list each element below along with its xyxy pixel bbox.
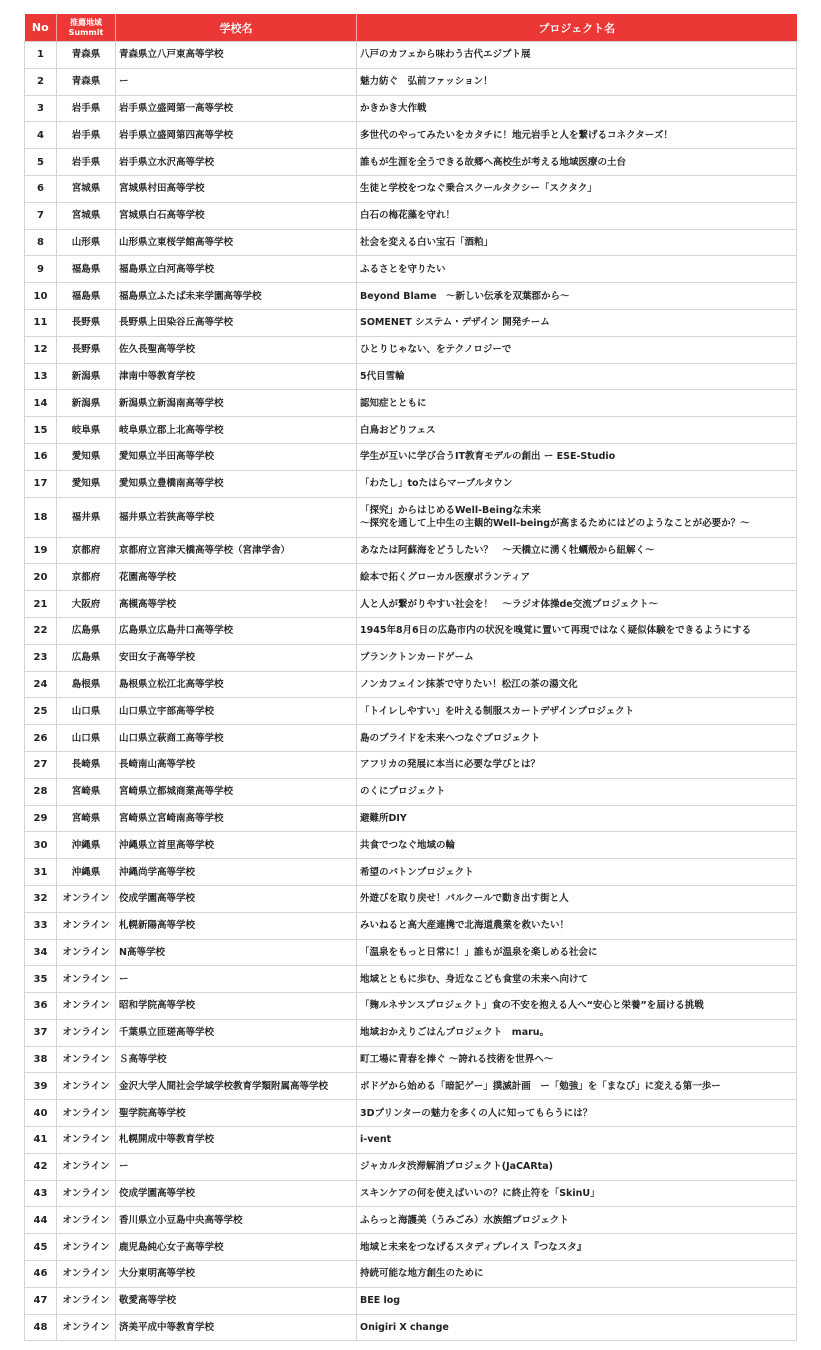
row-number: 37 [25, 1019, 57, 1046]
project-name-line: みいねると高大産連携で北海道農業を救いたい！ [360, 920, 570, 932]
row-school-name: 佼成学園高等学校 [116, 885, 357, 912]
project-name-line: Beyond Blame 〜新しい伝承を双葉郡から〜 [360, 290, 570, 302]
row-school-name: N高等学校 [116, 939, 357, 966]
row-number: 12 [25, 336, 57, 363]
row-region: 新潟県 [57, 363, 116, 390]
row-region: 山形県 [57, 229, 116, 256]
row-project-name [357, 336, 797, 363]
table-row [25, 832, 797, 859]
table-row [25, 671, 797, 698]
row-region: 京都府 [57, 537, 116, 564]
row-school-name: 山口県立宇部高等学校 [116, 698, 357, 725]
table-row [25, 229, 797, 256]
row-project-name [357, 470, 797, 497]
project-name-line: i-vent [360, 1134, 392, 1146]
row-school-name: 沖縄県立首里高等学校 [116, 832, 357, 859]
row-project-name [357, 591, 797, 618]
table-row [25, 443, 797, 470]
row-school-name: 青森県立八戸東高等学校 [116, 42, 357, 69]
row-region: オンライン [57, 1046, 116, 1073]
project-name-line: 3Dプリンターの魅力を多くの人に知ってもらうには？ [360, 1107, 593, 1119]
row-project-name [357, 42, 797, 69]
row-project-name [357, 122, 797, 149]
row-school-name: 鹿児島純心女子高等学校 [116, 1234, 357, 1261]
row-school-name: 聖学院高等学校 [116, 1100, 357, 1127]
row-project-name [357, 68, 797, 95]
header-project: プロジェクト名 [357, 14, 797, 42]
row-region: 新潟県 [57, 390, 116, 417]
table-row [25, 336, 797, 363]
row-school-name: 山形県立東桜学館高等学校 [116, 229, 357, 256]
row-project-name [357, 390, 797, 417]
row-project-name [357, 417, 797, 444]
table-row [25, 122, 797, 149]
table-row [25, 175, 797, 202]
table-row [25, 993, 797, 1020]
row-project-name [357, 912, 797, 939]
row-number: 41 [25, 1127, 57, 1154]
row-number: 29 [25, 805, 57, 832]
row-school-name: 愛知県立豊橋南高等学校 [116, 470, 357, 497]
project-name-line: あなたは阿蘇海をどうしたい？ 〜天橋立に湧く牡蠣殻から紐解く〜 [360, 544, 655, 556]
row-region: 青森県 [57, 42, 116, 69]
row-school-name: 昭和学院高等学校 [116, 993, 357, 1020]
project-name-line: 地域とともに歩む、身近なこども食堂の未来へ向けて [360, 973, 589, 985]
project-name-line: 希望のバトンプロジェクト [360, 866, 474, 878]
row-number: 20 [25, 564, 57, 591]
table-row [25, 417, 797, 444]
row-region: オンライン [57, 1234, 116, 1261]
row-number: 2 [25, 68, 57, 95]
row-number: 4 [25, 122, 57, 149]
row-school-name: 宮城県村田高等学校 [116, 175, 357, 202]
row-region: 岩手県 [57, 95, 116, 122]
row-school-name: 岐阜県立郡上北高等学校 [116, 417, 357, 444]
row-number: 48 [25, 1314, 57, 1341]
row-project-name [357, 671, 797, 698]
row-project-name [357, 885, 797, 912]
row-region: オンライン [57, 939, 116, 966]
table-row [25, 149, 797, 176]
project-name-line: 「わたし」toたはらマーブルタウン [360, 478, 513, 490]
row-project-name [357, 778, 797, 805]
project-name-line: ジャカルタ渋滞解消プロジェクト(JaCARta) [360, 1161, 553, 1173]
row-region: オンライン [57, 1019, 116, 1046]
row-project-name [357, 202, 797, 229]
row-number: 36 [25, 993, 57, 1020]
row-project-name [357, 1046, 797, 1073]
table-row [25, 912, 797, 939]
row-school-name: 山口県立萩商工高等学校 [116, 725, 357, 752]
row-region: オンライン [57, 1207, 116, 1234]
project-name-line: 持続可能な地方創生のために [360, 1268, 484, 1280]
row-number: 14 [25, 390, 57, 417]
row-project-name [357, 993, 797, 1020]
row-project-name [357, 1100, 797, 1127]
row-school-name: 島根県立松江北高等学校 [116, 671, 357, 698]
header-school: 学校名 [116, 14, 357, 42]
row-region: オンライン [57, 1127, 116, 1154]
row-school-name: 長野県上田染谷丘高等学校 [116, 309, 357, 336]
row-region: オンライン [57, 1153, 116, 1180]
table-row [25, 363, 797, 390]
row-project-name [357, 229, 797, 256]
header-region-line1: 推薦地域 [70, 17, 102, 27]
row-number: 5 [25, 149, 57, 176]
row-number: 26 [25, 725, 57, 752]
row-number: 45 [25, 1234, 57, 1261]
project-name-line: 外遊びを取り戻せ！パルクールで動き出す街と人 [360, 893, 569, 905]
row-project-name [357, 1314, 797, 1341]
project-name-line: SOMENET システム・デザイン 開発チーム [360, 317, 550, 329]
row-number: 8 [25, 229, 57, 256]
table-body [25, 42, 797, 1341]
project-name-line: 学生が互いに学び合うIT教育モデルの創出 ー ESE-Studio [360, 451, 616, 463]
row-region: オンライン [57, 1100, 116, 1127]
table-row [25, 1234, 797, 1261]
table-row [25, 1287, 797, 1314]
row-school-name: 安田女子高等学校 [116, 644, 357, 671]
row-region: オンライン [57, 1073, 116, 1100]
row-number: 46 [25, 1261, 57, 1288]
table-row [25, 1046, 797, 1073]
row-project-name [357, 725, 797, 752]
project-name-line: 島のプライドを未来へつなぐプロジェクト [360, 732, 541, 744]
row-school-name: 宮崎県立都城商業高等学校 [116, 778, 357, 805]
row-school-name: 福島県立ふたば未来学園高等学校 [116, 283, 357, 310]
row-number: 17 [25, 470, 57, 497]
table-row [25, 202, 797, 229]
project-name-line: プランクトンカードゲーム [360, 652, 474, 664]
table-row [25, 1153, 797, 1180]
table-row [25, 390, 797, 417]
table-row [25, 805, 797, 832]
row-school-name: 福島県立白河高等学校 [116, 256, 357, 283]
row-school-name: 敬愛高等学校 [116, 1287, 357, 1314]
row-number: 13 [25, 363, 57, 390]
row-project-name [357, 644, 797, 671]
row-region: 沖縄県 [57, 832, 116, 859]
project-name-line: 人と人が繋がりやすい社会を！ 〜ラジオ体操de交流プロジェクト〜 [360, 598, 659, 610]
project-name-line: ひとりじゃない、をテクノロジーで [360, 344, 512, 356]
row-school-name: 佐久長聖高等学校 [116, 336, 357, 363]
row-project-name [357, 1180, 797, 1207]
header-region [57, 14, 116, 42]
table-row [25, 859, 797, 886]
row-project-name [357, 1073, 797, 1100]
row-region: 沖縄県 [57, 859, 116, 886]
row-region: オンライン [57, 1314, 116, 1341]
project-name-line: 認知症とともに [360, 397, 427, 409]
row-project-name [357, 1261, 797, 1288]
row-school-name: 福井県立若狭高等学校 [116, 497, 357, 537]
table-row [25, 256, 797, 283]
row-region: オンライン [57, 966, 116, 993]
project-name-line: スキンケアの何を使えばいいの？に終止符を「SkinU」 [360, 1188, 600, 1200]
row-project-name [357, 443, 797, 470]
table-row [25, 470, 797, 497]
project-name-line: かきかき大作戦 [360, 102, 427, 114]
table-row [25, 68, 797, 95]
row-region: 福島県 [57, 283, 116, 310]
row-project-name [357, 939, 797, 966]
row-project-name [357, 698, 797, 725]
table-row [25, 591, 797, 618]
row-number: 40 [25, 1100, 57, 1127]
table-row [25, 497, 797, 537]
row-school-name: ー [116, 1153, 357, 1180]
project-name-line: 「トイレしやすい」を叶える制服スカートデザインプロジェクト [360, 705, 635, 717]
row-region: オンライン [57, 993, 116, 1020]
row-school-name: 宮城県白石高等学校 [116, 202, 357, 229]
table-row [25, 42, 797, 69]
row-school-name: 愛知県立半田高等学校 [116, 443, 357, 470]
project-name-line: のくにプロジェクト [360, 786, 446, 798]
row-region: オンライン [57, 1180, 116, 1207]
row-project-name [357, 95, 797, 122]
row-project-name [357, 1234, 797, 1261]
row-project-name [357, 805, 797, 832]
row-school-name: 札幌開成中等教育学校 [116, 1127, 357, 1154]
table-row [25, 698, 797, 725]
table-row [25, 1180, 797, 1207]
row-school-name: 津南中等教育学校 [116, 363, 357, 390]
project-name-line: 町工場に青春を捧ぐ 〜誇れる技術を世界へ〜 [360, 1054, 554, 1066]
row-number: 7 [25, 202, 57, 229]
row-project-name [357, 256, 797, 283]
project-name-line: 共食でつなぐ地域の輪 [360, 839, 456, 851]
project-name-line: 〜探究を通して上中生の主観的Well-beingが高まるためにはどのようなことが必要か？〜 [360, 518, 750, 530]
row-school-name: 香川県立小豆島中央高等学校 [116, 1207, 357, 1234]
row-number: 33 [25, 912, 57, 939]
row-number: 15 [25, 417, 57, 444]
project-name-line: 避難所DIY [360, 812, 407, 824]
row-number: 31 [25, 859, 57, 886]
row-number: 32 [25, 885, 57, 912]
row-region: 宮城県 [57, 175, 116, 202]
row-number: 38 [25, 1046, 57, 1073]
row-number: 43 [25, 1180, 57, 1207]
project-name-line: ボドゲから始める「暗記ゲー」撲滅計画 ー「勉強」を「まなび」に変える第一歩ー [360, 1080, 721, 1092]
row-school-name: 沖縄尚学高等学校 [116, 859, 357, 886]
table-row [25, 751, 797, 778]
table-row [25, 939, 797, 966]
row-region: 宮崎県 [57, 805, 116, 832]
table-row [25, 283, 797, 310]
row-school-name: 高槻高等学校 [116, 591, 357, 618]
row-region: 青森県 [57, 68, 116, 95]
row-region: 長崎県 [57, 751, 116, 778]
row-number: 27 [25, 751, 57, 778]
table-row [25, 564, 797, 591]
row-number: 39 [25, 1073, 57, 1100]
row-region: オンライン [57, 1287, 116, 1314]
project-name-line: 白鳥おどりフェス [360, 424, 436, 436]
project-name-line: 誰もが生涯を全うできる故郷へ高校生が考える地域医療の土台 [360, 156, 627, 168]
row-project-name [357, 1019, 797, 1046]
row-school-name: ー [116, 966, 357, 993]
table-row [25, 1261, 797, 1288]
row-school-name: 花園高等学校 [116, 564, 357, 591]
project-name-line: Onigiri X change [360, 1322, 449, 1334]
row-project-name [357, 1207, 797, 1234]
table-row [25, 1314, 797, 1341]
project-name-line: 「温泉をもっと日常に！」誰もが温泉を楽しめる社会に [360, 946, 598, 958]
project-name-line: 地域と未来をつなげるスタディプレイス『つなスタ』 [360, 1241, 587, 1253]
row-number: 10 [25, 283, 57, 310]
row-number: 9 [25, 256, 57, 283]
row-number: 18 [25, 497, 57, 537]
project-name-line: アフリカの発展に本当に必要な学びとは？ [360, 759, 541, 771]
project-name-line: 地域おかえりごはんプロジェクト maru。 [360, 1027, 550, 1039]
project-name-line: 魅力紡ぐ 弘前ファッション！ [360, 76, 493, 88]
row-project-name [357, 283, 797, 310]
row-project-name [357, 149, 797, 176]
row-number: 11 [25, 309, 57, 336]
row-school-name: 長崎南山高等学校 [116, 751, 357, 778]
row-school-name: Ｓ高等学校 [116, 1046, 357, 1073]
row-project-name [357, 1287, 797, 1314]
project-name-line: 絵本で拓くグローカル医療ボランティア [360, 571, 531, 583]
row-region: 長野県 [57, 309, 116, 336]
row-project-name [357, 966, 797, 993]
row-region: 愛知県 [57, 443, 116, 470]
row-number: 44 [25, 1207, 57, 1234]
project-name-line: 5代目雪輪 [360, 370, 405, 382]
row-school-name: 宮崎県立宮崎南高等学校 [116, 805, 357, 832]
row-number: 23 [25, 644, 57, 671]
table-row [25, 1100, 797, 1127]
row-number: 1 [25, 42, 57, 69]
project-name-line: 1945年8月6日の広島市内の状況を嗅覚に置いて再現ではなく疑似体験をできるようにする [360, 625, 752, 637]
row-project-name [357, 751, 797, 778]
row-region: 島根県 [57, 671, 116, 698]
table-row [25, 644, 797, 671]
row-region: 愛知県 [57, 470, 116, 497]
row-project-name [357, 537, 797, 564]
row-number: 22 [25, 617, 57, 644]
row-number: 34 [25, 939, 57, 966]
row-region: 福島県 [57, 256, 116, 283]
row-school-name: 岩手県立盛岡第四高等学校 [116, 122, 357, 149]
project-name-line: 白石の梅花藻を守れ！ [360, 210, 456, 222]
row-number: 3 [25, 95, 57, 122]
row-region: 大阪府 [57, 591, 116, 618]
table-row [25, 617, 797, 644]
row-school-name: 済美平成中等教育学校 [116, 1314, 357, 1341]
row-school-name: 岩手県立水沢高等学校 [116, 149, 357, 176]
table-row [25, 1073, 797, 1100]
row-number: 6 [25, 175, 57, 202]
header-region-line2: Summit [68, 27, 104, 37]
project-name-line: ノンカフェイン抹茶で守りたい！松江の茶の湯文化 [360, 678, 578, 690]
project-name-line: 社会を変える白い宝石「酒粕」 [360, 236, 494, 248]
project-name-line: 「麹ルネサンスプロジェクト」食の不安を抱える人へ“安心と栄養”を届ける挑戦 [360, 1000, 704, 1012]
table-row [25, 1127, 797, 1154]
row-region: 福井県 [57, 497, 116, 537]
row-region: 岐阜県 [57, 417, 116, 444]
row-region: 山口県 [57, 725, 116, 752]
project-name-line: 八戸のカフェから味わう古代エジプト展 [360, 49, 531, 61]
row-region: 宮崎県 [57, 778, 116, 805]
row-region: 広島県 [57, 617, 116, 644]
row-project-name [357, 309, 797, 336]
row-project-name [357, 363, 797, 390]
project-name-line: BEE log [360, 1295, 401, 1307]
row-school-name: 大分東明高等学校 [116, 1261, 357, 1288]
row-school-name: 岩手県立盛岡第一高等学校 [116, 95, 357, 122]
table-row [25, 537, 797, 564]
row-number: 24 [25, 671, 57, 698]
row-number: 19 [25, 537, 57, 564]
row-number: 42 [25, 1153, 57, 1180]
row-number: 28 [25, 778, 57, 805]
row-project-name [357, 1127, 797, 1154]
table-row [25, 1019, 797, 1046]
row-region: 広島県 [57, 644, 116, 671]
row-number: 21 [25, 591, 57, 618]
row-project-name [357, 175, 797, 202]
table-row [25, 95, 797, 122]
project-name-line: 多世代のやってみたいをカタチに！地元岩手と人を繋げるコネクターズ！ [360, 129, 673, 141]
row-number: 47 [25, 1287, 57, 1314]
row-project-name [357, 617, 797, 644]
row-region: オンライン [57, 912, 116, 939]
row-school-name: ー [116, 68, 357, 95]
row-number: 35 [25, 966, 57, 993]
row-school-name: 広島県立広島井口高等学校 [116, 617, 357, 644]
row-project-name [357, 497, 797, 537]
row-number: 30 [25, 832, 57, 859]
row-school-name: 千葉県立匝瑳高等学校 [116, 1019, 357, 1046]
row-school-name: 新潟県立新潟南高等学校 [116, 390, 357, 417]
header-no: No [25, 14, 57, 42]
row-school-name: 京都府立宮津天橋高等学校（宮津学舎） [116, 537, 357, 564]
table-row [25, 966, 797, 993]
table-row [25, 309, 797, 336]
project-name-line: 「探究」からはじめるWell-Beingな未来 [360, 505, 542, 517]
project-name-line: 生徒と学校をつなぐ乗合スクールタクシー「スクタク」 [360, 183, 597, 195]
row-project-name [357, 859, 797, 886]
row-region: 京都府 [57, 564, 116, 591]
row-number: 16 [25, 443, 57, 470]
row-region: 宮城県 [57, 202, 116, 229]
row-region: オンライン [57, 1261, 116, 1288]
row-project-name [357, 1153, 797, 1180]
table-row [25, 885, 797, 912]
row-region: オンライン [57, 885, 116, 912]
project-table [24, 14, 797, 1341]
row-region: 岩手県 [57, 122, 116, 149]
row-school-name: 金沢大学人間社会学域学校教育学類附属高等学校 [116, 1073, 357, 1100]
table-header-row [25, 14, 797, 42]
table-row [25, 778, 797, 805]
row-school-name: 札幌新陽高等学校 [116, 912, 357, 939]
table-row [25, 725, 797, 752]
row-region: 山口県 [57, 698, 116, 725]
row-region: 岩手県 [57, 149, 116, 176]
table-row [25, 1207, 797, 1234]
row-region: 長野県 [57, 336, 116, 363]
project-name-line: ふらっと海護美（うみごみ）水族館プロジェクト [360, 1214, 569, 1226]
row-project-name [357, 564, 797, 591]
row-number: 25 [25, 698, 57, 725]
row-project-name [357, 832, 797, 859]
row-school-name: 佼成学園高等学校 [116, 1180, 357, 1207]
project-name-line: ふるさとを守りたい [360, 263, 446, 275]
